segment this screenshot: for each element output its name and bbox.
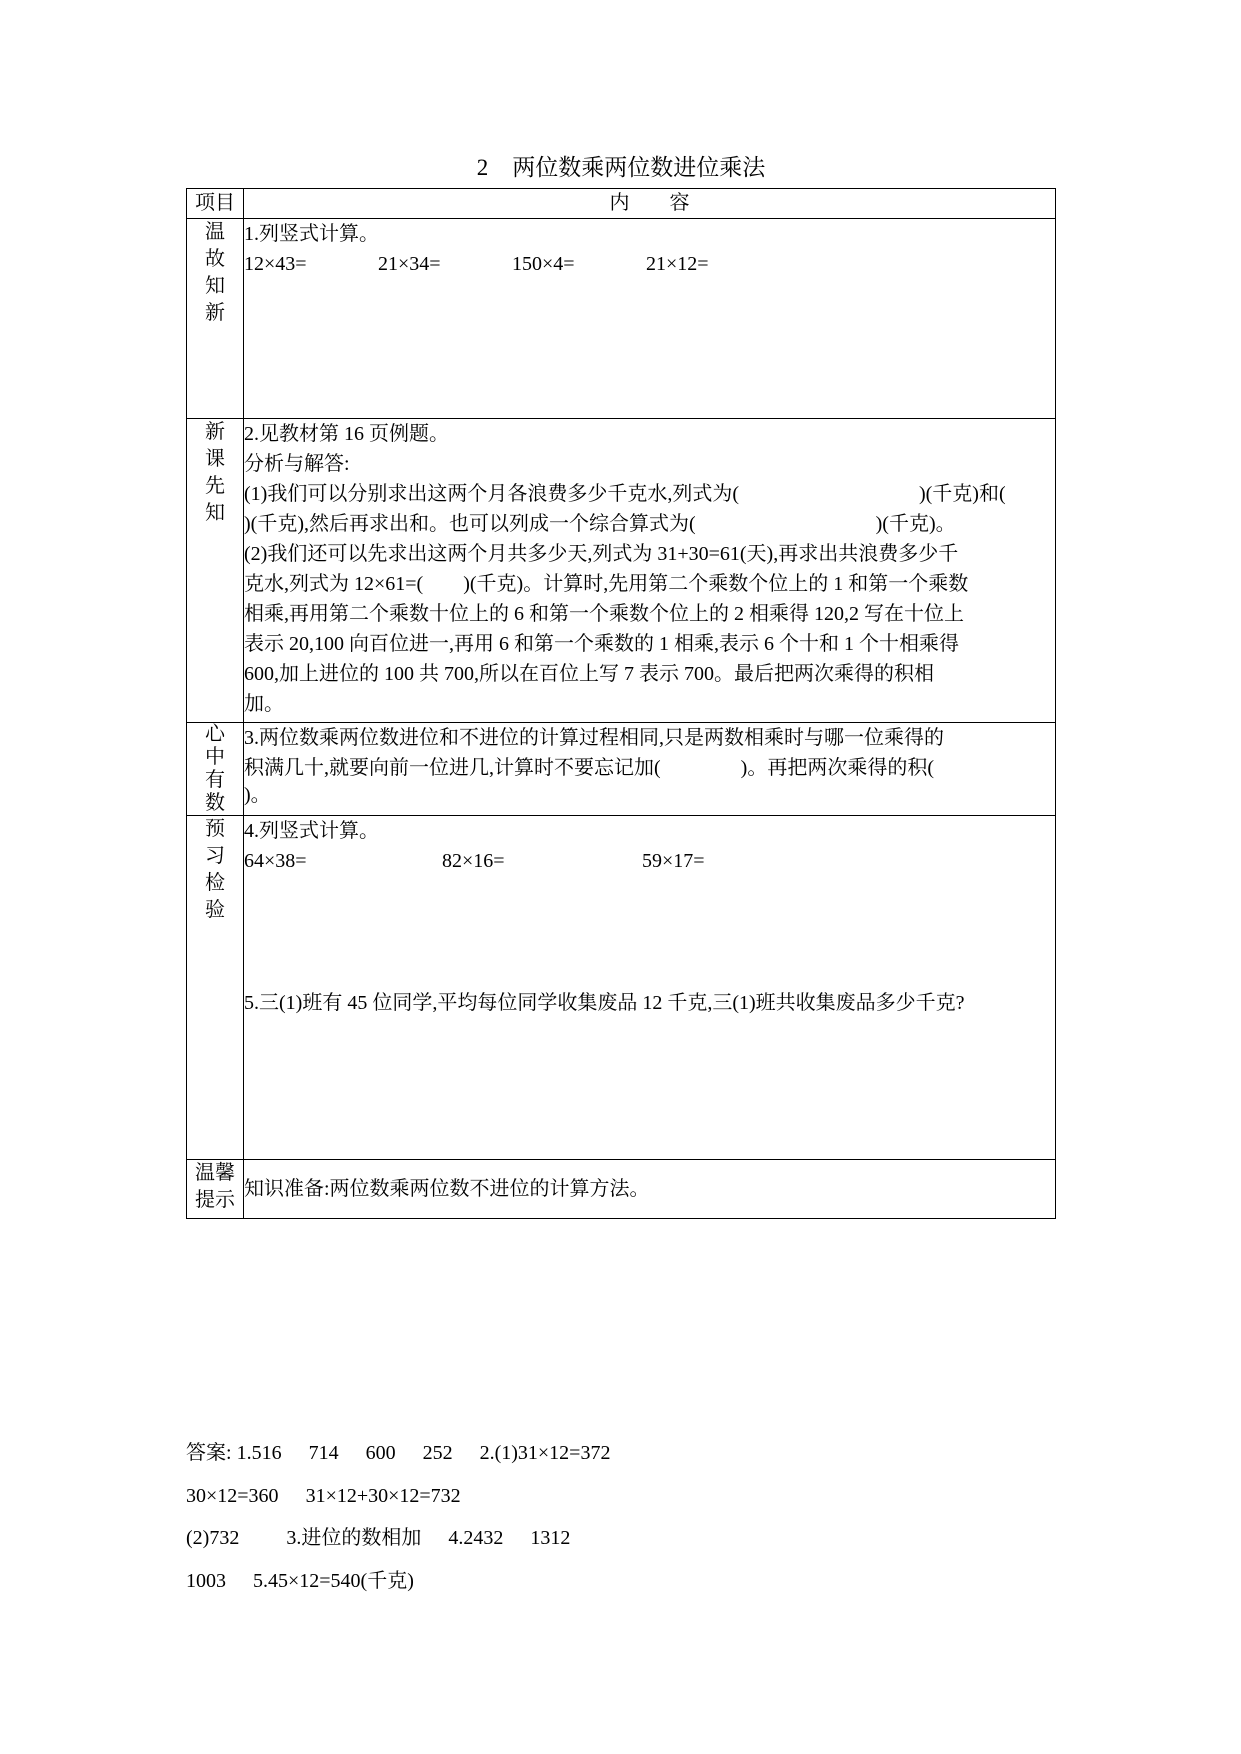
row-content <box>244 219 1056 419</box>
answer-line-3 <box>186 1524 570 1552</box>
table-row <box>187 219 1056 419</box>
answer-item: 4.2432 <box>448 1527 504 1549</box>
answer-line-1 <box>186 1439 610 1467</box>
tip-text: 知识准备:两位数乘两位数不进位的计算方法。 <box>244 1178 650 1200</box>
table-row <box>187 723 1056 816</box>
question-5: 5.三(1)班有 45 位同学,平均每位同学收集废品 12 千克,三(1)班共收集废品多少千克? <box>244 992 965 1014</box>
row-label-text: 心中有数 <box>205 723 225 814</box>
answer-item: 1.516 <box>236 1442 282 1464</box>
row-label <box>187 816 244 1160</box>
header-project: 项目 <box>187 189 244 219</box>
row-label-text: 预习检验 <box>205 818 225 921</box>
answer-item: 714 <box>308 1442 339 1464</box>
text-line: 2.见教材第 16 页例题。 <box>244 423 449 445</box>
row-label <box>187 219 244 419</box>
text-line: 克水,列式为 12×61=( )(千克)。计算时,先用第二个乘数个位上的 1 和第一个乘数 <box>244 573 969 595</box>
text-line: )(千克),然后再求出和。也可以列成一个综合算式为( )(千克)。 <box>244 513 956 535</box>
expression: 82×16= <box>442 850 505 872</box>
answer-item: 31×12+30×12=732 <box>305 1485 461 1507</box>
text-line: 3.两位数乘两位数进位和不进位的计算过程相同,只是两数相乘时与哪一位乘得的 <box>244 727 944 749</box>
expression: 21×12= <box>646 253 709 275</box>
answer-item: 3.进位的数相加 <box>286 1527 422 1549</box>
row-label-text: 新课先知 <box>205 421 225 524</box>
text-line: 加。 <box>244 693 284 715</box>
table-row <box>187 816 1056 1160</box>
expression: 21×34= <box>378 253 441 275</box>
title-number: 2 <box>476 155 489 180</box>
expression: 64×38= <box>244 850 307 872</box>
text-line: 600,加上进位的 100 共 700,所以在百位上写 7 表示 700。最后把两次乘得的积相 <box>244 663 934 685</box>
answer-item: (2)732 <box>186 1527 240 1549</box>
row-label-line: 温馨 <box>195 1162 235 1184</box>
row-content <box>244 816 1056 1160</box>
question-1: 1.列竖式计算。 <box>244 223 379 245</box>
table-header-row <box>187 189 1056 219</box>
answer-item: 2.(1)31×12=372 <box>479 1442 611 1464</box>
row-label <box>187 419 244 723</box>
row-label <box>187 723 244 816</box>
worksheet-table <box>186 188 1056 1219</box>
text-line: 相乘,再用第二个乘数十位上的 6 和第一个乘数个位上的 2 相乘得 120,2 写在十位上 <box>244 603 964 625</box>
expression-list <box>244 846 1055 876</box>
text-line: 表示 20,100 向百位进一,再用 6 和第一个乘数的 1 相乘,表示 6 个十和 1 个十相乘得 <box>244 633 959 655</box>
question-4: 4.列竖式计算。 <box>244 820 379 842</box>
answer-prefix: 答案: <box>186 1442 232 1464</box>
answer-item: 1003 <box>186 1570 226 1592</box>
table-row <box>187 419 1056 723</box>
row-label <box>187 1160 244 1219</box>
text-line: (2)我们还可以先求出这两个月共多少天,列式为 31+30=61(天),再求出共浪费多少千 <box>244 543 959 565</box>
expression: 12×43= <box>244 253 307 275</box>
answer-item: 5.45×12=540(千克) <box>253 1570 414 1592</box>
header-content: 内 容 <box>244 189 1056 219</box>
answer-line-4 <box>186 1567 414 1595</box>
page-title <box>186 154 1056 182</box>
row-label-line: 提示 <box>195 1189 235 1211</box>
answer-item: 1312 <box>530 1527 571 1549</box>
text-line: 积满几十,就要向前一位进几,计算时不要忘记加( )。再把两次乘得的积( <box>244 757 934 779</box>
row-content <box>244 1160 1056 1219</box>
expression: 59×17= <box>642 850 705 872</box>
expression-list <box>244 249 1055 279</box>
answer-line-2 <box>186 1482 461 1510</box>
text-line: 分析与解答: <box>244 453 350 475</box>
row-content <box>244 723 1056 816</box>
row-content <box>244 419 1056 723</box>
title-text: 两位数乘两位数进位乘法 <box>512 155 766 180</box>
text-line: )。 <box>244 784 271 806</box>
text-line: (1)我们可以分别求出这两个月各浪费多少千克水,列式为( )(千克)和( <box>244 483 1006 505</box>
answer-item: 30×12=360 <box>186 1485 279 1507</box>
expression: 150×4= <box>512 253 575 275</box>
answer-item: 600 <box>365 1442 396 1464</box>
answer-item: 252 <box>422 1442 453 1464</box>
row-label-text: 温故知新 <box>205 221 225 324</box>
table-row <box>187 1160 1056 1219</box>
